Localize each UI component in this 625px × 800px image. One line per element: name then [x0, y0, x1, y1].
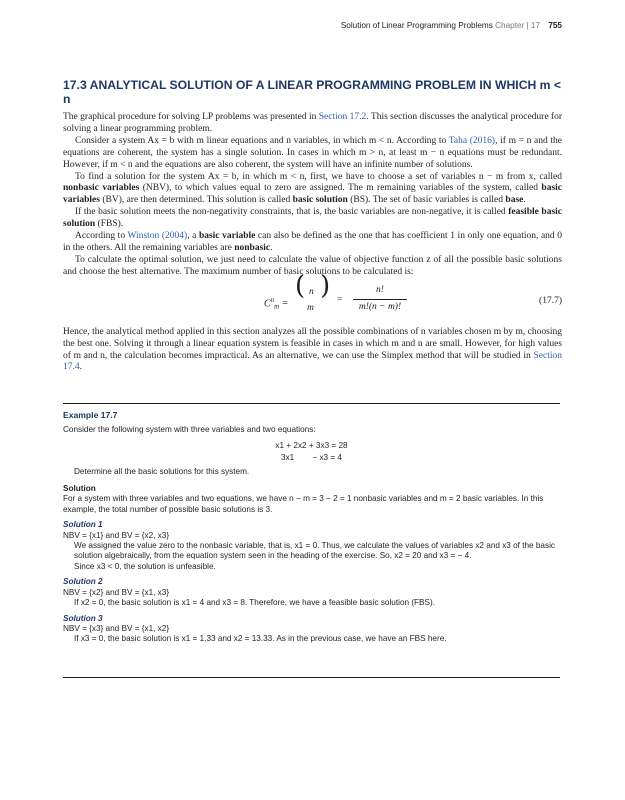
binom-bottom: m	[307, 302, 314, 313]
solution-3-heading: Solution 3	[63, 613, 103, 623]
term-basic-variable: basic variable	[198, 231, 256, 242]
solution-2-heading: Solution 2	[63, 577, 103, 587]
section-title: 17.3 ANALYTICAL SOLUTION OF A LINEAR PROGRAMMING PROBLEM IN WHICH m < n	[63, 78, 562, 106]
paragraph-6: To calculate the optimal solution, we just need to calculate the value of objective function z of all the possible basic solutions and choose the best alternative. The maximum number of basic solutions to be calculated is:	[63, 254, 562, 277]
equation-system	[63, 441, 560, 464]
system-equation-2: 3x1 − x3 = 4	[281, 453, 342, 463]
numerator: n!	[376, 284, 384, 295]
paragraph-4	[63, 207, 562, 231]
solution-1-conclusion: Since x3 < 0, the solution is unfeasible.	[74, 561, 216, 571]
running-head-chapter: Chapter | 17	[495, 21, 541, 30]
solution-heading: Solution	[63, 484, 96, 494]
text: can also be defined as the one that has coefficient 1 in only one equation, and 0 in the others. All the remaining variables are	[63, 231, 562, 253]
paragraph-5	[63, 231, 562, 255]
running-head-title: Solution of Linear Programming Problems	[340, 21, 493, 30]
winston-2004-link[interactable]: Winston (2004)	[127, 231, 188, 242]
equation-lhs	[264, 295, 288, 310]
eq-equals: =	[282, 298, 288, 310]
text: The graphical procedure for solving LP problems was presented in	[63, 112, 319, 122]
text: .	[79, 362, 82, 373]
term-base: base	[505, 195, 524, 206]
taha-2016-link[interactable]: Taha (2016)	[448, 135, 496, 146]
example-top-rule	[63, 403, 560, 404]
paragraph-2	[63, 136, 562, 172]
example-intro: Consider the following system with three variables and two equations:	[63, 425, 316, 435]
eq-sub: m	[274, 302, 280, 311]
text: .	[523, 195, 526, 206]
text: Hence, the analytical method applied in this section analyzes all the possible combinations of n variables chosen m by m, choosing the best one. Solving it through a linear equation system is feasible in cases in which m and n are small. However, for high values of m and n, the calculation becomes impractical. As an alternative, we can use the Simplex method that will be studied in	[63, 326, 562, 361]
text: . This section discusses the analytical procedure for solving a linear programming problem.	[63, 112, 563, 134]
eq-sup: n	[270, 295, 275, 304]
left-paren: (	[295, 270, 306, 301]
text: Consider a system Ax = b with m linear equations and n variables, in which m < n. According to	[75, 135, 449, 146]
paragraph-1	[63, 112, 562, 136]
text: , a	[187, 231, 199, 242]
text: (FBS).	[95, 219, 124, 230]
text: (BV), are then determined. This solution is called	[99, 195, 293, 206]
system-equation-1: x1 + 2x2 + 3x3 = 28	[275, 440, 348, 450]
text: .	[270, 242, 273, 253]
solution-3-text: If x3 = 0, the basic solution is x1 = 1.33 and x2 = 13.33. As in the previous case, we have an FBS here.	[74, 634, 447, 644]
solution-1-sets: NBV = {x1} and BV = {x2, x3}	[63, 530, 170, 540]
eq-c: C	[264, 298, 271, 310]
term-feasible-basic-solution: feasible basic solution	[63, 207, 562, 230]
text: , if m = n and the equations are coherent, the system has a single solution. In cases in which m > n, at least m − n equations must be redundant. However, if m < n and the equations are also coherent, the system will have an infinite number of solutions.	[63, 135, 562, 170]
eq-equals-2: =	[337, 294, 343, 305]
term-nonbasic-variables: nonbasic variables	[63, 183, 140, 194]
denominator: m!(n − m)!	[358, 301, 402, 312]
paragraph-7	[63, 327, 562, 375]
example-bottom-rule	[63, 677, 560, 678]
text: If the basic solution meets the non-negativity constraints, that is, the basic variables are non-negative, it is called	[75, 207, 509, 218]
solution-2-sets: NBV = {x2} and BV = {x1, x3}	[63, 587, 170, 597]
solution-1-text: We assigned the value zero to the nonbasic variable, that is, x1 = 0. Thus, we calculate the values of variables x2 and x3 of the basic solution algebraically, from the equation system seen in the heading of the exercise. So, x2 = 20 and x3 = − 4.	[74, 541, 555, 561]
fraction-bar	[353, 299, 407, 300]
example-box	[63, 410, 560, 645]
example-task: Determine all the basic solutions for this system.	[74, 466, 250, 476]
term-basic-solution: basic solution	[292, 195, 348, 206]
equation-number: (17.7)	[539, 295, 562, 306]
text: To find a solution for the system Ax = b, in which m < n, first, we have to choose a set of variables n − m from x, called	[75, 171, 562, 182]
binom-top: n	[309, 286, 314, 297]
solution-1-heading: Solution 1	[63, 520, 103, 530]
right-paren: )	[320, 270, 331, 301]
fraction	[353, 285, 407, 314]
section-17-4-link[interactable]: Section 17.4	[63, 350, 562, 373]
running-head	[341, 21, 562, 30]
page-number: 755	[548, 21, 562, 30]
text: (NBV), to which values equal to zero are assigned. The m remaining variables of the system, called	[139, 183, 542, 194]
example-title: Example 17.7	[63, 410, 118, 420]
section-body	[63, 112, 562, 374]
solution-3-sets: NBV = {x3} and BV = {x1, x2}	[63, 623, 170, 633]
term-basic-variables: basic variables	[63, 183, 562, 206]
text: (BS). The set of basic variables is called	[347, 195, 506, 206]
paragraph-3	[63, 172, 562, 208]
solution-text: For a system with three variables and two equations, we have n − m = 3 − 2 = 1 nonbasic variables and m = 2 basic variables. In this example, the total number of possible basic solutions is 3.	[63, 494, 544, 514]
text: According to	[75, 231, 128, 242]
section-17-2-link[interactable]: Section 17.2	[318, 112, 367, 122]
solution-2-text: If x2 = 0, the basic solution is x1 = 4 and x3 = 8. Therefore, we have a feasible basic solution (FBS).	[74, 598, 435, 608]
equation-17-7	[63, 270, 562, 323]
term-nonbasic: nonbasic	[234, 242, 271, 253]
